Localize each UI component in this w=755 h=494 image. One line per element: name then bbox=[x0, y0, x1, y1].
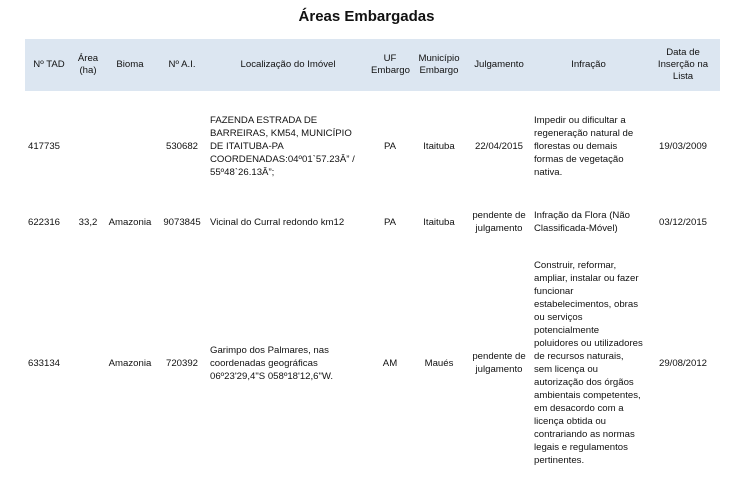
cell-localizacao: Garimpo dos Palmares, nas coordenadas geográficas 06º23'29,4"S 058º18'12,6"W. bbox=[210, 344, 334, 382]
header-area: Área (ha) bbox=[77, 53, 99, 76]
table-header-row bbox=[25, 39, 720, 91]
cell-bioma: Amazonia bbox=[108, 357, 152, 369]
header-tad: Nº TAD bbox=[33, 59, 65, 70]
cell-area bbox=[73, 91, 103, 201]
cell-ai: 9073845 bbox=[163, 216, 201, 228]
header-uf: UF Embargo bbox=[371, 53, 410, 76]
cell-localizacao: FAZENDA ESTRADA DE BARREIRAS, KM54, MUNICÍPIO DE ITAITUBA-PA COORDENADAS:04º01`57.23Â” / 55º48`26.13Â”; bbox=[210, 114, 355, 178]
cell-uf: PA bbox=[383, 140, 397, 152]
cell-ai: 720392 bbox=[165, 357, 198, 369]
header-municipio: Município Embargo bbox=[418, 53, 460, 76]
cell-julgamento: pendente de julgamento bbox=[472, 351, 526, 375]
header-bioma: Bioma bbox=[116, 59, 144, 70]
cell-data: 03/12/2015 bbox=[658, 216, 707, 228]
cell-bioma: Amazonia bbox=[108, 216, 152, 228]
cell-localizacao: Vicinal do Curral redondo km12 bbox=[210, 216, 345, 228]
header-infracao: Infração bbox=[571, 59, 606, 70]
cell-area bbox=[73, 243, 103, 483]
cell-uf: PA bbox=[383, 216, 397, 228]
cell-data: 19/03/2009 bbox=[658, 140, 707, 152]
cell-data: 29/08/2012 bbox=[658, 357, 707, 369]
cell-tad: 633134 bbox=[28, 357, 61, 369]
cell-uf: AM bbox=[382, 357, 398, 369]
header-localizacao: Localização do Imóvel bbox=[240, 59, 336, 70]
table-row bbox=[25, 201, 720, 243]
header-data: Data de Inserção na Lista bbox=[657, 47, 709, 82]
cell-area: 33,2 bbox=[78, 216, 98, 228]
table-row bbox=[25, 91, 720, 201]
embargo-table bbox=[25, 39, 720, 483]
cell-bioma bbox=[103, 91, 157, 201]
cell-tad: 417735 bbox=[28, 140, 61, 152]
header-julgamento: Julgamento bbox=[474, 59, 524, 70]
table-row bbox=[25, 243, 720, 483]
cell-tad: 622316 bbox=[28, 216, 61, 228]
page-title: Áreas Embargadas bbox=[298, 8, 435, 25]
cell-ai: 530682 bbox=[165, 140, 198, 152]
header-ai: Nº A.I. bbox=[168, 59, 196, 70]
cell-infracao: Construir, reformar, ampliar, instalar ou fazer funcionar estabelecimentos, obras ou serviços potencialmente poluidores ou utilizadores de recursos naturais, sem licença ou autorização dos órgãos ambientais competentes, em desacordo com a licença obtida ou contrariando as normas legais e regulamentos pertinentes. bbox=[534, 260, 643, 466]
cell-municipio: Maués bbox=[424, 357, 454, 369]
cell-julgamento: 22/04/2015 bbox=[474, 140, 523, 152]
cell-infracao: Impedir ou dificultar a regeneração natural de florestas ou demais formas de vegetação nativa. bbox=[534, 114, 634, 178]
cell-julgamento: pendente de julgamento bbox=[472, 210, 526, 234]
cell-municipio: Itaituba bbox=[423, 140, 455, 152]
cell-municipio: Itaituba bbox=[423, 216, 455, 228]
cell-infracao: Infração da Flora (Não Classificada-Móvel) bbox=[534, 210, 630, 234]
